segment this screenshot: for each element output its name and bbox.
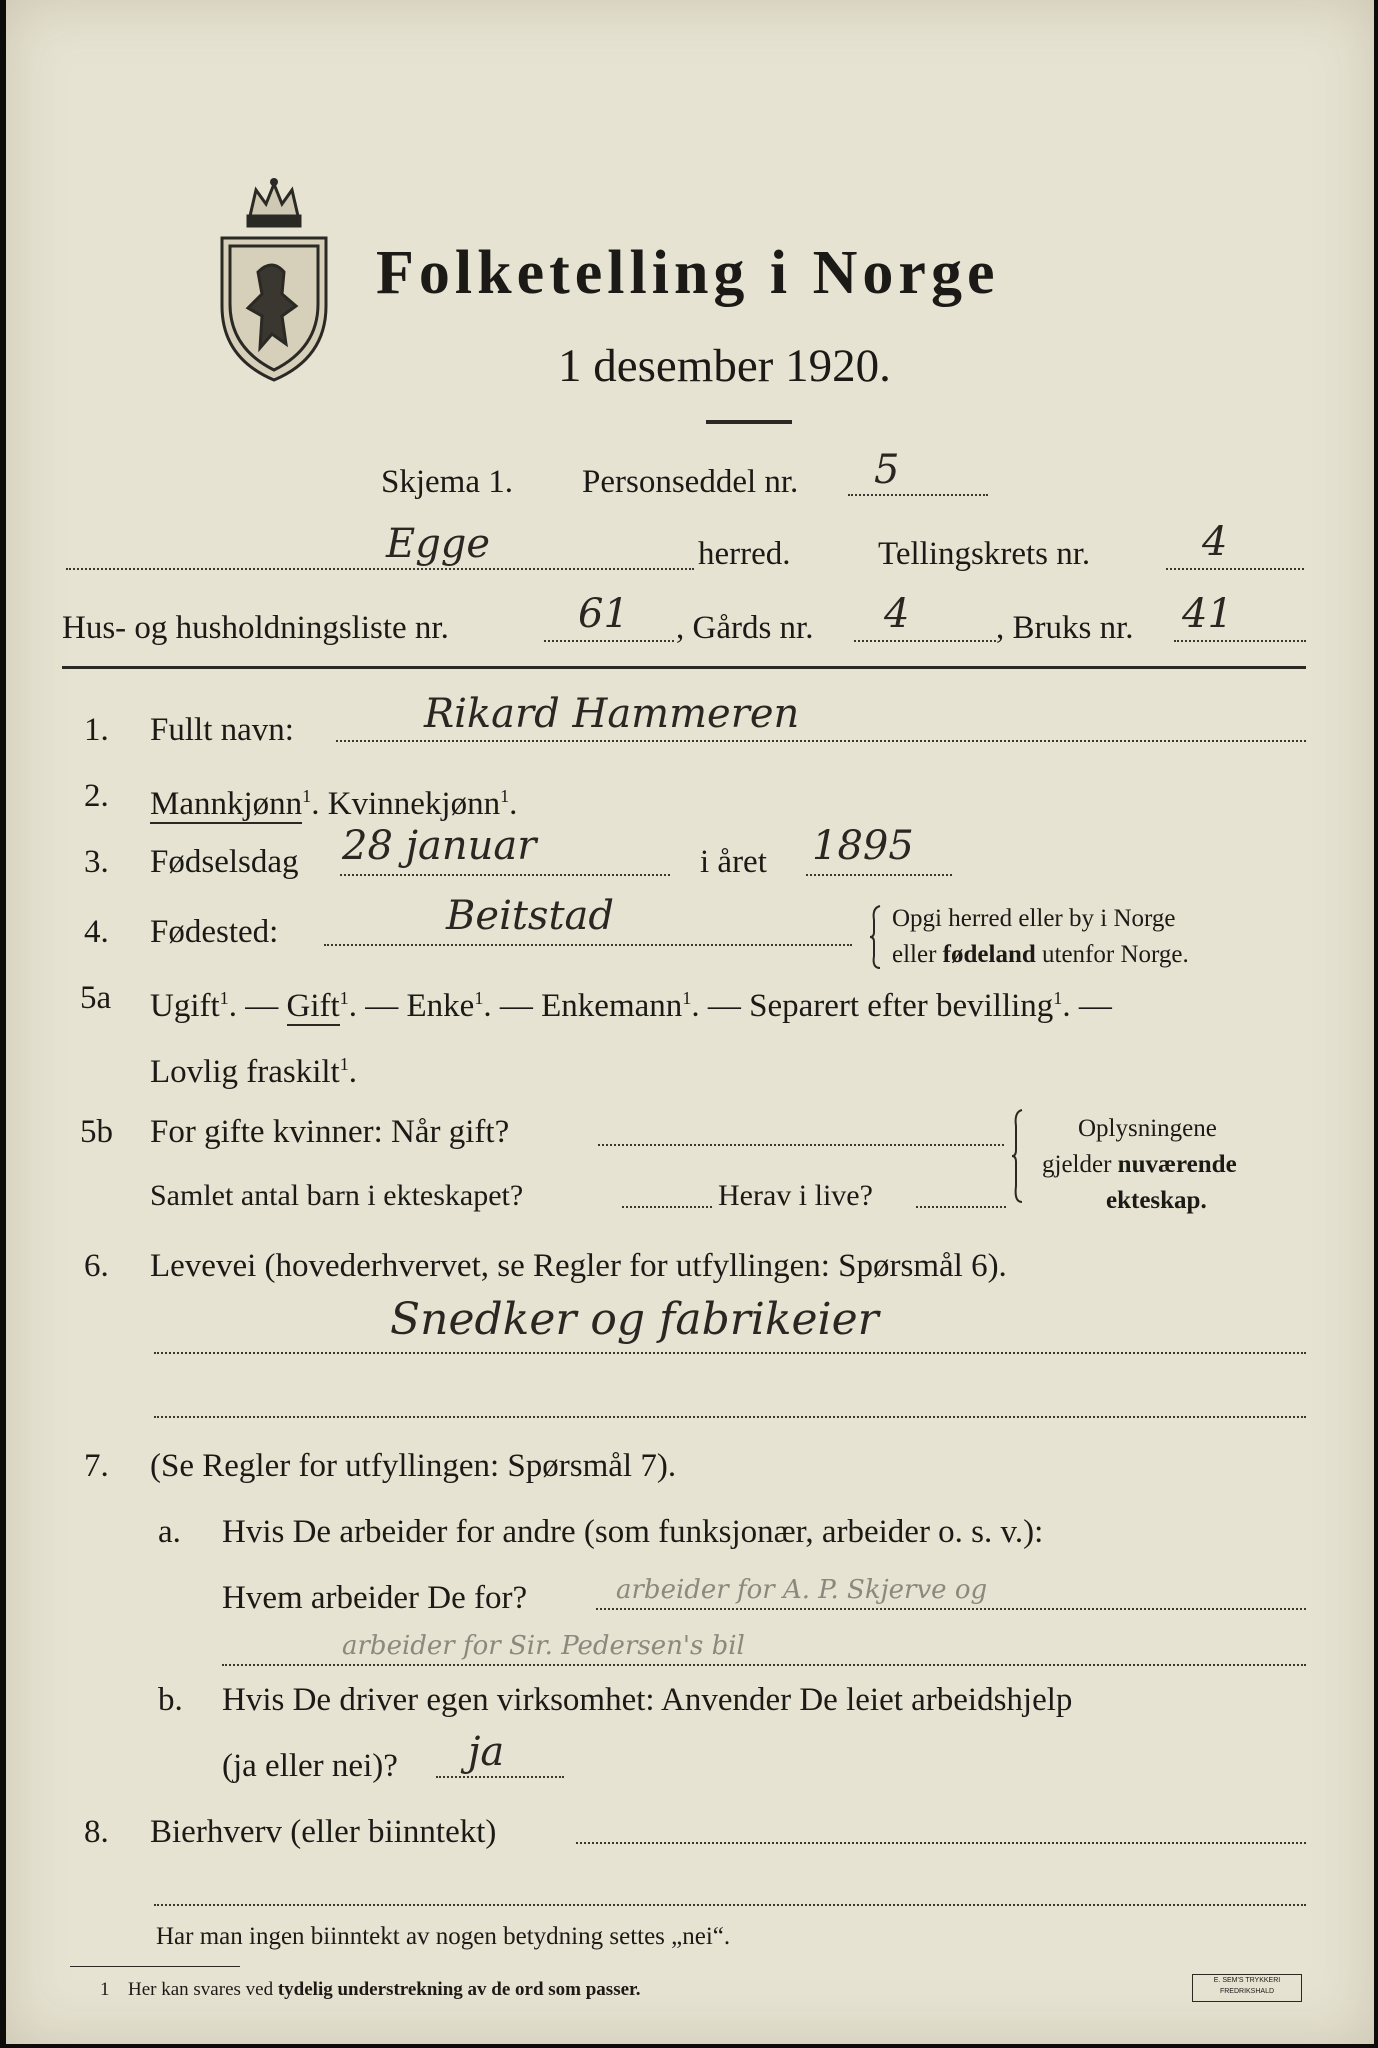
q6-field-line2 (154, 1416, 1306, 1418)
q2-male-option: Mannkjønn (150, 786, 303, 822)
footnote-text: Her kan svares ved tydelig understrekning av de ord som passer. (128, 1979, 641, 2000)
note-nei: Har man ingen biinntekt av nogen betydning settes „nei“. (156, 1923, 731, 1950)
hus-value: 61 (578, 591, 629, 637)
header-divider (62, 666, 1306, 669)
q7a-label2: Hvem arbeider De for? (222, 1580, 528, 1616)
q7a-value-line1: arbeider for A. P. Skjerve og (616, 1575, 988, 1605)
skjema-label: Skjema 1. (381, 464, 513, 500)
q6-number: 6. (84, 1248, 109, 1284)
q5b-note-line3: ekteskap. (1106, 1187, 1207, 1214)
q1-value: Rikard Hammeren (424, 691, 800, 737)
hus-field (544, 640, 674, 642)
bruks-value: 41 (1182, 591, 1233, 637)
q3-year-value: 1895 (812, 823, 914, 869)
q7b-letter: b. (158, 1682, 183, 1718)
q4-number: 4. (84, 914, 109, 950)
q5b-when-field (598, 1144, 1004, 1146)
q8-label: Bierhverv (eller biinntekt) (150, 1814, 497, 1850)
personseddel-value: 5 (874, 447, 900, 493)
q4-label: Fødested: (150, 914, 279, 950)
bruks-field (1174, 640, 1306, 642)
q4-note-line1: Opgi herred eller by i Norge (892, 905, 1176, 932)
gards-field (854, 640, 996, 642)
q6-label: Levevei (hovederhvervet, se Regler for utfyllingen: Spørsmål 6). (150, 1248, 1007, 1284)
q4-note-brace (868, 904, 884, 970)
title-divider (706, 420, 792, 424)
q4-field (324, 944, 852, 946)
q3-year-label: i året (700, 844, 767, 880)
q7a-letter: a. (158, 1514, 181, 1550)
q8-number: 8. (84, 1814, 109, 1850)
form-title: Folketelling i Norge (376, 239, 1000, 307)
q2-options: Mannkjønn$^1$. Kvinnekjønn$^1$. (150, 786, 518, 822)
q6-field-line1 (154, 1352, 1306, 1354)
q3-label: Fødselsdag (150, 844, 299, 880)
q5b-note-line1: Oplysningene (1078, 1115, 1217, 1142)
coat-of-arms-logo (212, 176, 336, 384)
census-form-sheet (6, 0, 1374, 2044)
tellingskrets-field (1166, 568, 1304, 570)
q7b-label: Hvis De driver egen virksomhet: Anvender De leiet arbeidshjelp (222, 1682, 1073, 1718)
q1-field (336, 740, 1306, 742)
q5b-children-field (622, 1206, 712, 1208)
q2-female-option: Kvinnekjønn (327, 786, 501, 822)
q1-label: Fullt navn: (150, 712, 294, 748)
census-date: 1 desember 1920. (558, 340, 891, 392)
q7a-label: Hvis De arbeider for andre (som funksjonær, arbeider o. s. v.): (222, 1514, 1044, 1550)
q5b-label2: Samlet antal barn i ekteskapet? (150, 1179, 524, 1212)
q2-number: 2. (84, 778, 109, 814)
footnote-divider (70, 1966, 240, 1967)
gards-label: , Gårds nr. (676, 610, 814, 646)
gards-value: 4 (884, 591, 910, 637)
q8-field-line1 (576, 1842, 1306, 1844)
personseddel-label: Personseddel nr. (582, 464, 799, 500)
hus-label: Hus- og husholdningsliste nr. (62, 610, 449, 646)
herred-field (66, 568, 694, 570)
q6-value: Snedker og fabrikeier (390, 1294, 879, 1345)
q1-number: 1. (84, 712, 109, 748)
q7-number: 7. (84, 1448, 109, 1484)
q4-note-line2: eller fødeland utenfor Norge. (892, 941, 1189, 968)
q5a-options: Ugift$^1$. — Gift$^1$. — Enke$^1$. — Enkemann$^1$. — Separert efter bevilling$^1$. — (150, 988, 1112, 1024)
q3-number: 3. (84, 844, 109, 880)
q5b-note-brace (1010, 1108, 1026, 1204)
q3-field (340, 874, 670, 876)
bruks-label: , Bruks nr. (996, 610, 1134, 646)
q3-year-field (806, 874, 952, 876)
printer-stamp: E. SEM'S TRYKKERI FREDRIKSHALD (1192, 1974, 1302, 2002)
q7b-value: ja (468, 1729, 505, 1775)
herred-value: Egge (386, 521, 491, 567)
q5a-gift-option: Gift (286, 988, 340, 1024)
q7a-value-line2: arbeider for Sir. Pedersen's bil (342, 1631, 745, 1661)
q5a-option-lovlig: Lovlig fraskilt$^1$. (150, 1054, 358, 1090)
q5a-number: 5a (80, 980, 112, 1016)
q5b-alive-field (916, 1206, 1006, 1208)
q4-value: Beitstad (446, 893, 614, 939)
q8-field-line2 (154, 1904, 1306, 1906)
q7b-label2: (ja eller nei)? (222, 1748, 398, 1784)
tellingskrets-label: Tellingskrets nr. (878, 536, 1091, 572)
q7-label: (Se Regler for utfyllingen: Spørsmål 7). (150, 1448, 677, 1484)
personseddel-field (848, 494, 988, 496)
q5b-label: For gifte kvinner: Når gift? (150, 1114, 510, 1150)
q5b-label3: Herav i live? (718, 1179, 873, 1212)
q3-value: 28 januar (342, 823, 537, 869)
herred-label: herred. (698, 536, 791, 572)
q7b-field (436, 1776, 564, 1778)
tellingskrets-value: 4 (1202, 519, 1228, 565)
q5b-number: 5b (80, 1114, 113, 1150)
footnote-number: 1 (100, 1979, 110, 2000)
q5b-note-line2: gjelder nuværende (1042, 1151, 1237, 1178)
